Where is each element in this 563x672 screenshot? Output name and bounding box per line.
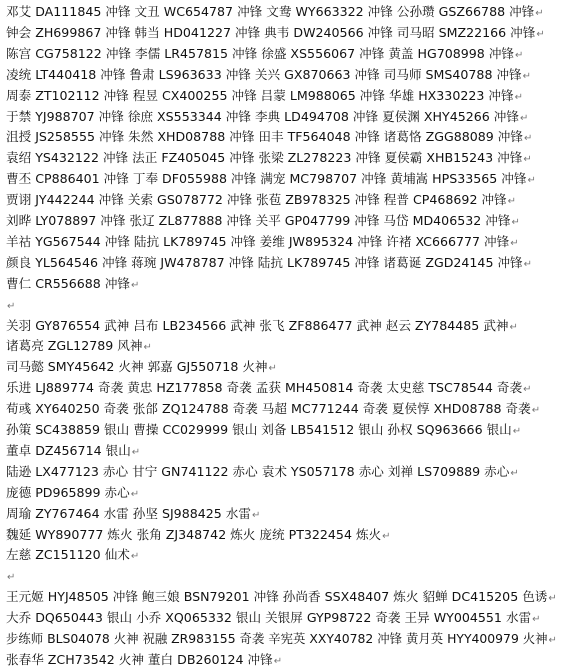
text-line [6,44,523,64]
line-text: 孙策 SC438859 银山 曹操 CC029999 银山 刘备 LB541512 银山 孙权 SQ963666 银山 [6,422,512,437]
text-line [6,253,532,273]
text-line [6,441,140,461]
paragraph-mark-icon: ↵ [251,509,261,521]
line-text: 于禁 YJ988707 冲锋 徐庶 XS553344 冲锋 李典 LD494708 冲锋 夏侯渊 XHY45266 冲锋 [6,108,519,124]
paragraph-mark-icon: ↵ [523,384,532,396]
text-line [6,608,541,628]
line-text: 关羽 GY876554 武神 吕布 LB234566 武神 张飞 ZF886477 武神 赵云 ZY784485 武神 [6,317,509,333]
paragraph-mark-icon: ↵ [535,8,544,19]
paragraph-mark-icon: ↵ [519,112,529,124]
text-line [6,525,391,545]
paragraph-mark-icon: ↵ [268,363,277,375]
paragraph-mark-icon: ↵ [514,91,523,103]
line-text: 凌统 LT440418 冲锋 鲁肃 LS963633 冲锋 关兴 GX870663 冲锋 司马师 SMS40788 冲锋 [6,66,522,82]
line-text: 刘晔 LY078897 冲锋 张辽 ZL877888 冲锋 关平 GP047799 冲锋 马岱 MD406532 冲锋 [6,213,511,228]
text-line [6,462,519,482]
text-line [6,2,544,22]
paragraph-mark-icon: ↵ [523,154,532,166]
paragraph-mark-icon: ↵ [382,530,391,542]
text-line [6,420,521,440]
paragraph-mark-icon: ↵ [273,655,283,667]
line-text: 曹仁 CR556688 冲锋 [6,275,131,291]
text-line [6,274,139,294]
line-text: 陆逊 LX477123 赤心 甘宁 GN741122 赤心 袁术 YS057178 赤心 刘禅 LS709889 赤心 [6,463,510,479]
paragraph-mark-icon: ↵ [131,446,141,458]
paragraph-mark-icon: ↵ [531,405,541,417]
line-text: 周泰 ZT102112 冲锋 程昱 CX400255 冲锋 吕蒙 LM988065 冲锋 华雄 HX330223 冲锋 [6,87,514,103]
text-line [6,86,523,106]
paragraph-mark-icon: ↵ [143,342,152,354]
line-text: 张春华 ZCH73542 火神 董白 DB260124 冲锋 [6,651,273,667]
line-text: 庞德 PD965899 赤心 [6,484,130,500]
line-text: 步练师 BLS04078 火神 祝融 ZR983155 奇袭 辛宪英 XXY40782 冲锋 黄月英 HYY400979 火神 [6,631,548,646]
paragraph-mark-icon: ↵ [548,635,557,646]
text-line [6,650,282,670]
line-text: 曹丕 CP886401 冲锋 丁奉 DF055988 冲锋 满宠 MC798707 冲锋 黄埔嵩 HPS33565 冲锋 [6,171,527,187]
blank-line [6,295,15,315]
text-line [6,107,528,127]
text-line [6,399,540,419]
line-text: 邓艾 DA111845 冲锋 文丑 WC654787 冲锋 文鸯 WY663322 冲锋 公孙瓒 GSZ66788 冲锋 [6,4,535,19]
text-line [6,336,152,356]
paragraph-mark-icon: ↵ [536,28,545,40]
blank-line [6,566,15,586]
paragraph-mark-icon: ↵ [7,300,16,312]
line-text: 诸葛亮 ZGL12789 风神 [6,338,143,354]
line-text: 袁绍 YS432122 冲锋 法正 FZ405045 冲锋 张梁 ZL278223 冲锋 夏侯霸 XHB15243 冲锋 [6,150,523,166]
text-line [6,316,518,336]
line-text: 董卓 DZ456714 银山 [6,442,131,458]
text-line [6,169,536,189]
line-text: 魏延 WY890777 炼火 张角 ZJ348742 炼火 庞统 PT322454 炼火 [6,526,382,542]
paragraph-mark-icon: ↵ [510,467,519,479]
line-text: 大乔 DQ650443 银山 小乔 XQ065332 银山 关银屏 GYP98722 奇袭 王异 WY004551 水雷 [6,610,532,626]
paragraph-mark-icon: ↵ [7,572,16,584]
paragraph-mark-icon: ↵ [130,551,140,563]
text-line [6,232,519,252]
text-line [6,629,557,649]
line-text: 陈宫 CG758122 冲锋 李儒 LR457815 冲锋 徐盛 XS556067 冲锋 黄盖 HG708998 冲锋 [6,45,515,61]
text-line [6,127,532,147]
text-line [6,357,277,377]
paragraph-mark-icon: ↵ [532,614,541,626]
line-text: 王元姬 HYJ48505 冲锋 鲍三娘 BSN79201 冲锋 孙尚香 SSX48407 炼火 貂蝉 DC415205 色诱 [6,589,548,605]
line-text: 周瑜 ZY767464 水雷 孙坚 SJ988425 水雷 [6,505,251,521]
paragraph-mark-icon: ↵ [523,258,533,270]
line-text: 颜良 YL564546 冲锋 蒋琬 JW478787 冲锋 陆抗 LK789745 冲锋 诸葛诞 ZGD24145 冲锋 [6,254,523,270]
paragraph-mark-icon: ↵ [524,133,533,145]
paragraph-mark-icon: ↵ [522,70,532,82]
paragraph-mark-icon: ↵ [548,593,557,605]
text-line [6,65,531,85]
line-text: 沮授 JS258555 冲锋 朱然 XHD08788 冲锋 田丰 TF564048 冲锋 诸葛恪 ZGG88089 冲锋 [6,129,523,145]
text-line [6,483,139,503]
paragraph-mark-icon: ↵ [130,488,140,500]
line-text: 司马懿 SMY45642 火神 郭嘉 GJ550718 火神 [6,359,268,375]
text-line [6,148,532,168]
line-text: 贾诩 JY442244 冲锋 关索 GS078772 冲锋 张苞 ZB978325 冲锋 程普 CP468692 冲锋 [6,192,507,208]
paragraph-mark-icon: ↵ [507,196,517,208]
line-text: 钟会 ZH699867 冲锋 韩当 HD041227 冲锋 典韦 DW240566 冲锋 司马昭 SMZ22166 冲锋 [6,24,536,40]
line-text: 荀彧 XY640250 奇袭 张郃 ZQ124788 奇袭 马超 MC771244 奇袭 夏侯惇 XHD08788 奇袭 [6,401,531,417]
paragraph-mark-icon: ↵ [509,321,518,333]
paragraph-mark-icon: ↵ [511,217,520,228]
text-line [6,23,545,43]
text-line [6,545,139,565]
line-text: 左慈 ZC151120 仙术 [6,547,130,563]
text-line [6,190,516,210]
text-line [6,587,557,607]
line-text: 羊祜 YG567544 冲锋 陆抗 LK789745 冲锋 姜维 JW895324 冲锋 许褚 XC666777 冲锋 [6,233,510,249]
text-line [6,504,260,524]
paragraph-mark-icon: ↵ [512,426,522,437]
paragraph-mark-icon: ↵ [510,237,519,249]
paragraph-mark-icon: ↵ [515,49,524,61]
paragraph-mark-icon: ↵ [131,279,140,291]
line-text: 乐进 LJ889774 奇袭 黄忠 HZ177858 奇袭 孟获 MH450814 奇袭 太史慈 TSC78544 奇袭 [6,380,523,396]
text-line [6,378,531,398]
text-line [6,211,520,231]
paragraph-mark-icon: ↵ [527,175,536,187]
